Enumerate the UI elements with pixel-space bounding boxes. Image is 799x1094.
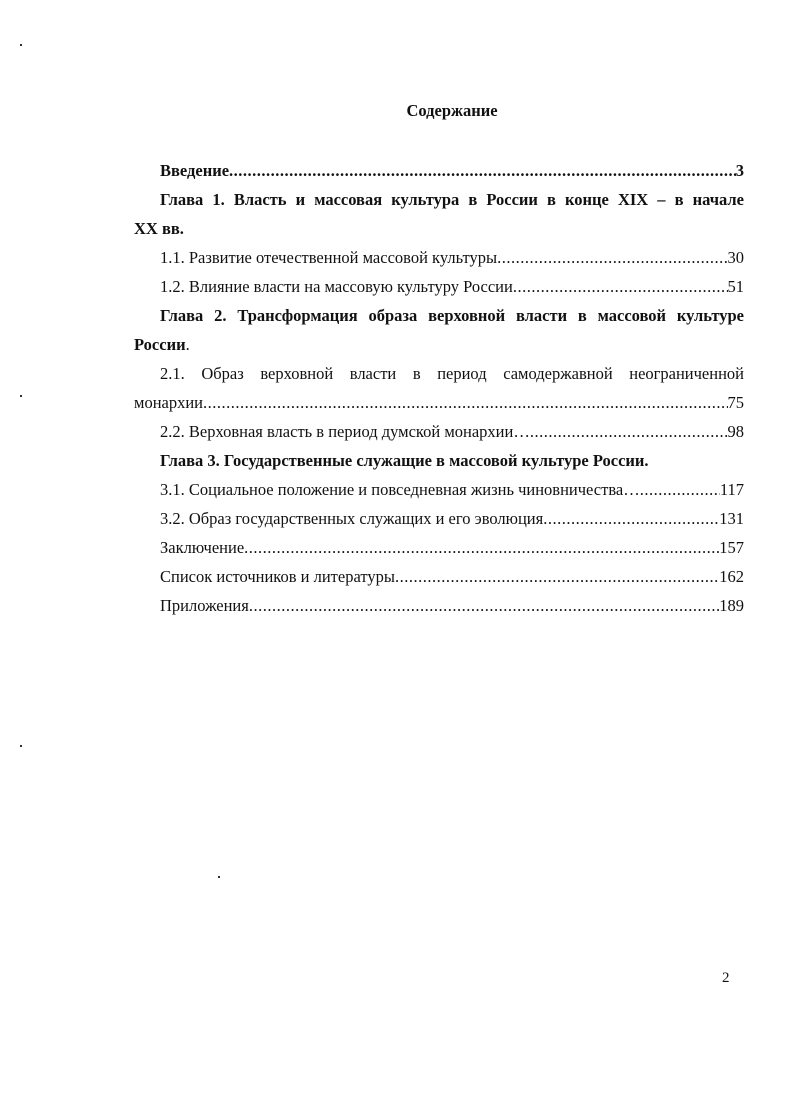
dot-leader (244, 533, 719, 562)
dot-leader (395, 562, 719, 591)
toc-entry-page: 75 (727, 393, 744, 412)
toc-chapter-2-period: . (185, 335, 190, 354)
dot-leader (640, 475, 720, 504)
dot-leader (229, 156, 736, 185)
toc-chapter-3: Глава 3. Государственные служащие в массовой культуре России. (160, 451, 649, 470)
toc-entry-1-1 (134, 243, 744, 272)
toc-entry-label: 3.2. Образ государственных служащих и его эволюция (160, 509, 544, 528)
toc-entry-label: монархии (134, 393, 204, 412)
toc-entry-appendix (134, 591, 744, 620)
toc-entry-label: 3.1. Социальное положение и повседневная жизнь чиновничества… (160, 480, 640, 499)
page-number: 2 (722, 970, 730, 986)
toc-entry-intro (134, 156, 744, 185)
toc-entry-label: Введение (160, 161, 230, 180)
toc-entry-3-2 (134, 504, 744, 533)
toc-entry-conclusion (134, 533, 744, 562)
dot-leader (203, 388, 727, 417)
scan-speck (20, 395, 22, 397)
dot-leader (497, 243, 727, 272)
toc-chapter-1-line1: Глава 1. Власть и массовая культура в России в конце XIX – в начале (160, 190, 744, 209)
toc-entry-page: 51 (727, 277, 744, 296)
toc-chapter-2-line1: Глава 2. Трансформация образа верховной власти в массовой культуре (160, 306, 744, 325)
toc-entry-2-2 (134, 417, 744, 446)
toc-entry-page: 98 (727, 422, 744, 441)
toc-entry-page: 189 (719, 596, 744, 615)
toc-entry-page: 157 (719, 538, 744, 557)
dot-leader (530, 417, 728, 446)
toc-entry-page: 131 (719, 509, 744, 528)
toc-entry-label: Приложения (160, 596, 249, 615)
table-of-contents (134, 156, 744, 620)
toc-entry-page: 162 (719, 567, 744, 586)
toc-entry-label: Заключение (160, 538, 245, 557)
toc-entry-page: 117 (719, 480, 744, 499)
toc-entry-label: 2.2. Верховная власть в период думской монархии… (160, 422, 530, 441)
toc-chapter-2-line2 (134, 330, 744, 359)
toc-entry-label: 1.2. Влияние власти на массовую культуру России (160, 277, 513, 296)
toc-entry-label: 1.1. Развитие отечественной массовой культуры (160, 248, 498, 267)
page-title: Содержание (406, 101, 498, 120)
scan-speck (20, 44, 22, 46)
scan-speck (218, 876, 220, 878)
toc-entry-page: 3 (735, 161, 744, 180)
toc-entry-page: 30 (727, 248, 744, 267)
scan-speck (20, 745, 22, 747)
toc-entry-2-1-line2 (134, 388, 744, 417)
toc-chapter-1-line2: XX вв. (134, 219, 184, 238)
toc-entry-sources (134, 562, 744, 591)
dot-leader (513, 272, 728, 301)
toc-entry-1-2 (134, 272, 744, 301)
toc-entry-label: Список источников и литературы (160, 567, 395, 586)
dot-leader (543, 504, 719, 533)
toc-entry-2-1-line1: 2.1. Образ верховной власти в период самодержавной неограниченной (160, 364, 744, 383)
dot-leader (249, 591, 719, 620)
toc-chapter-2-country: России (134, 335, 186, 354)
toc-entry-3-1 (134, 475, 744, 504)
